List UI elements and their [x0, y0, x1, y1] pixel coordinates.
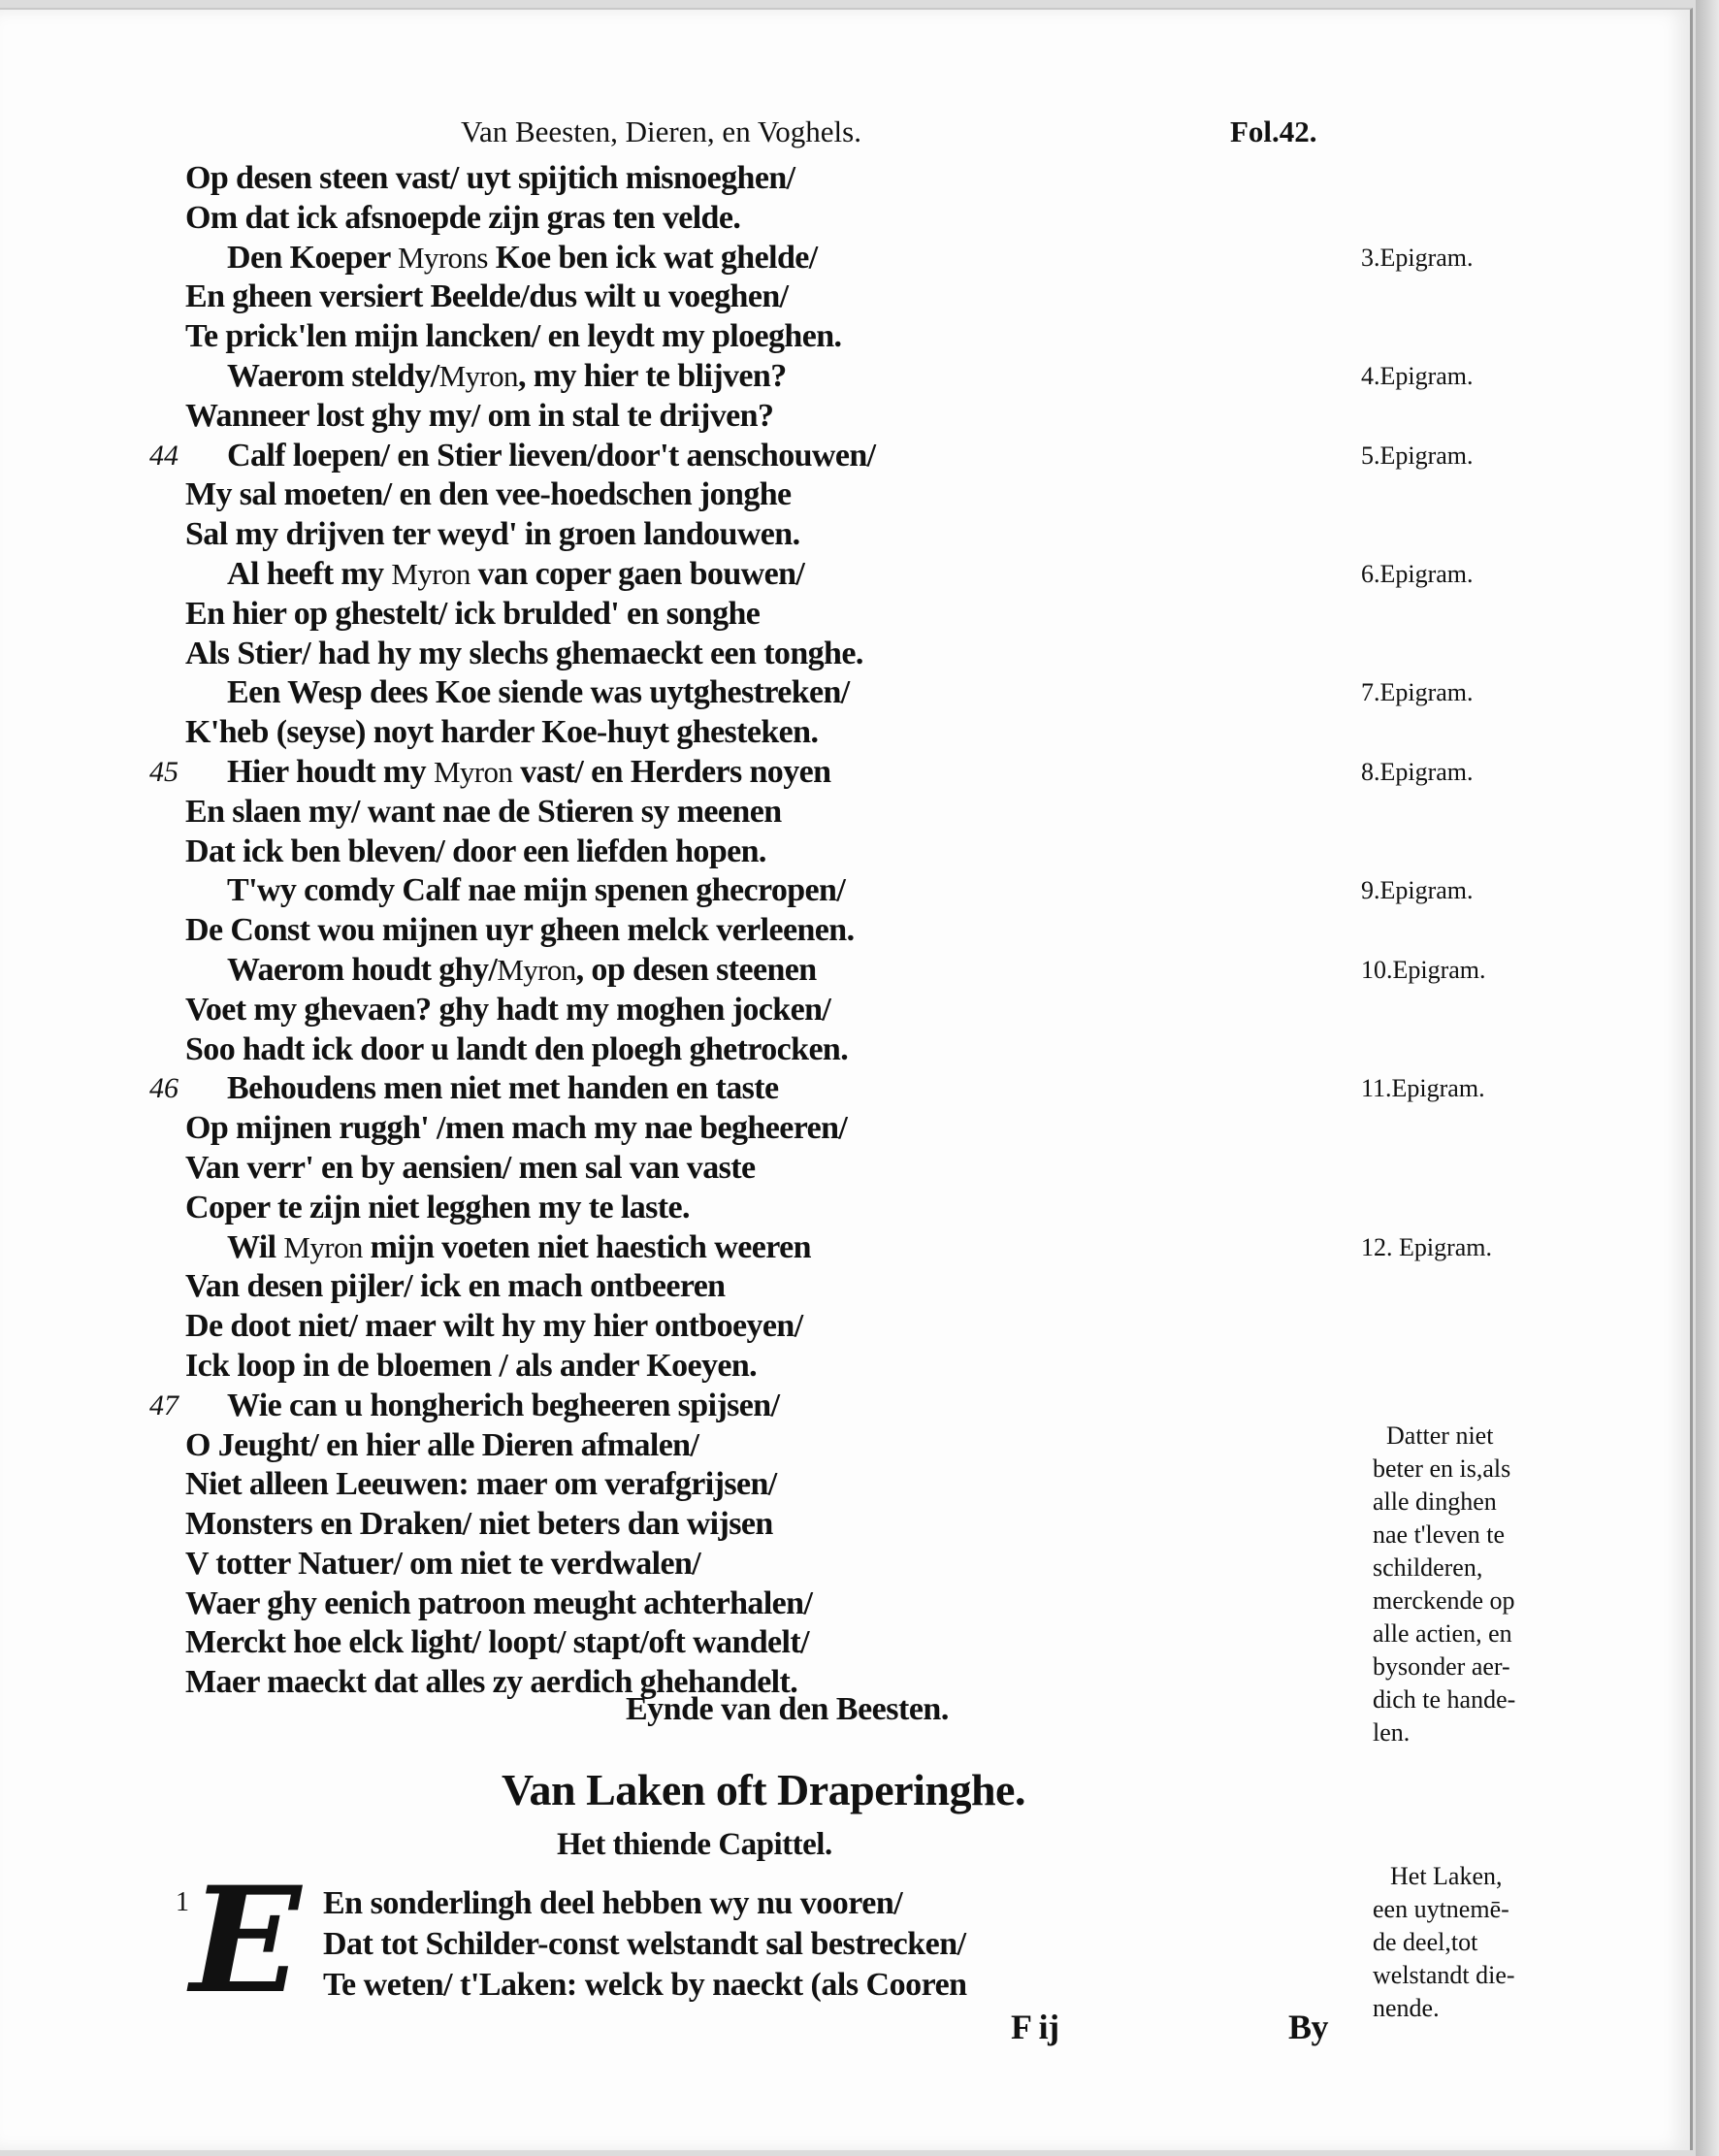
side-note-line: alle dinghen — [1373, 1487, 1497, 1516]
verse-text: Voet my ghevaen? ghy hadt my moghen jocken/ — [185, 991, 831, 1028]
verse-text: Waerom houdt ghy/Myron, op desen steenen — [227, 951, 817, 988]
verse-text: Ick loop in de bloemen / als ander Koeyen. — [185, 1347, 758, 1384]
verse-text: Monsters en Draken/ niet beters dan wijsen — [185, 1506, 773, 1543]
folio-number: Fol.42. — [1230, 114, 1317, 148]
verse-line — [0, 753, 1690, 793]
verse-line — [0, 833, 1690, 872]
verse-text: Van verr' en by aensien/ men sal van vaste — [185, 1149, 756, 1186]
verse-line — [0, 793, 1690, 833]
roman-name: Myrons — [397, 240, 488, 275]
verse-text: Waer ghy eenich patroon meught achterhalen/ — [185, 1584, 813, 1621]
side-note-line: bysonder aer- — [1373, 1652, 1510, 1681]
epigram-note: 10.Epigram. — [1361, 955, 1486, 984]
margin-number: 47 — [149, 1388, 178, 1421]
epigram-note: 6.Epigram. — [1361, 559, 1474, 588]
verse-line — [0, 951, 1690, 991]
chapter-line: En sonderlingh deel hebben wy nu vooren/ — [323, 1885, 903, 1921]
verse-line — [0, 991, 1690, 1030]
verse-number: 1 — [176, 1887, 189, 1917]
verse-text: Soo hadt ick door u landt den ploegh ghetrocken. — [185, 1030, 849, 1067]
verse-line — [0, 515, 1690, 555]
verse-text: Als Stier/ had hy my slechs ghemaeckt een tonghe. — [185, 635, 863, 671]
verse-line — [0, 595, 1690, 635]
margin-number: 44 — [149, 439, 178, 472]
roman-name: Myron — [391, 556, 470, 591]
page-edge — [1696, 0, 1719, 2156]
chapter-line: Dat tot Schilder-const welstandt sal bestrecken/ — [323, 1926, 966, 1962]
verse-line — [0, 911, 1690, 951]
verse-text: My sal moeten/ en den vee-hoedschen jonghe — [185, 476, 792, 513]
verse-text: Wie can u hongherich begheeren spijsen/ — [227, 1387, 780, 1423]
side-note-line: nende. — [1373, 1994, 1440, 2022]
roman-name: Myron — [283, 1229, 363, 1264]
verse-text: T'wy comdy Calf nae mijn spenen ghecropen/ — [227, 872, 846, 909]
book-page — [0, 8, 1693, 2150]
verse-line — [0, 713, 1690, 753]
verse-line — [0, 1069, 1690, 1109]
chapter-title: Van Laken oft Draperinghe. — [502, 1765, 1025, 1814]
verse-line — [0, 357, 1690, 397]
verse-line — [0, 1267, 1690, 1307]
verse-text: Wanneer lost ghy my/ om in stal te drijven? — [185, 397, 774, 434]
verse-text: Al heeft my Myron van coper gaen bouwen/ — [227, 555, 805, 592]
side-note-line: dich te hande- — [1373, 1685, 1516, 1714]
margin-number: 45 — [149, 755, 178, 788]
verse-text: Niet alleen Leeuwen: maer om verafgrijsen/ — [185, 1466, 777, 1503]
verse-line — [0, 475, 1690, 515]
chapter-subtitle: Het thiende Capittel. — [557, 1827, 832, 1862]
verse-line — [0, 673, 1690, 713]
side-note-line: de deel,tot — [1373, 1928, 1478, 1956]
side-note-line: merckende op — [1373, 1586, 1515, 1615]
verse-text: Behoudens men niet met handen en taste — [227, 1070, 779, 1107]
epigram-note: 5.Epigram. — [1361, 441, 1474, 470]
verse-text: O Jeught/ en hier alle Dieren afmalen/ — [185, 1426, 699, 1463]
side-note-line: welstandt die- — [1373, 1961, 1515, 1989]
verse-text: En slaen my/ want nae de Stieren sy meenen — [185, 793, 782, 830]
running-title: Van Beesten, Dieren, en Voghels. — [461, 114, 861, 148]
verse-text: Maer maeckt dat alles zy aerdich ghehandelt. — [185, 1664, 798, 1701]
verse-line — [0, 159, 1690, 199]
side-note-line: schilderen, — [1373, 1553, 1483, 1582]
verse-text: De Const wou mijnen uyr gheen melck verleenen. — [185, 912, 855, 949]
side-note-line: alle actien, en — [1373, 1619, 1512, 1648]
epigram-note: 12. Epigram. — [1361, 1232, 1493, 1261]
verse-text: Waerom steldy/Myron, my hier te blijven? — [227, 357, 787, 394]
verse-line — [0, 199, 1690, 239]
verse-text: Wil Myron mijn voeten niet haestich weeren — [227, 1228, 811, 1265]
verse-text: Op desen steen vast/ uyt spijtich misnoeghen/ — [185, 160, 795, 196]
verse-text: Hier houdt my Myron vast/ en Herders noyen — [227, 753, 831, 790]
signature-mark: F ij — [1011, 2008, 1059, 2046]
epigram-note: 4.Epigram. — [1361, 361, 1474, 390]
verse-text: Coper te zijn niet legghen my te laste. — [185, 1189, 690, 1225]
side-note-line: nae t'leven te — [1373, 1520, 1506, 1549]
verse-text: K'heb (seyse) noyt harder Koe-huyt ghesteken. — [185, 714, 819, 751]
verse-text: En hier op ghestelt/ ick brulded' en songhe — [185, 595, 761, 632]
verse-text: Op mijnen ruggh' /men mach my nae begheeren/ — [185, 1110, 848, 1147]
verse-text: Een Wesp dees Koe siende was uytghestreken/ — [227, 674, 850, 711]
epigram-note: 3.Epigram. — [1361, 243, 1474, 272]
roman-name: Myron — [438, 358, 518, 393]
side-note-laken — [1373, 1860, 1515, 2025]
catchword: By — [1288, 2008, 1329, 2046]
roman-name: Myron — [497, 952, 576, 987]
epigram-note: 7.Epigram. — [1361, 678, 1474, 707]
verse-line — [0, 635, 1690, 674]
side-note-line: Datter niet — [1386, 1421, 1494, 1450]
verse-line — [0, 239, 1690, 278]
epigram-note: 9.Epigram. — [1361, 876, 1474, 905]
side-note-line: Het Laken, — [1390, 1862, 1503, 1890]
verse-line — [0, 871, 1690, 911]
section-end: Eynde van den Beesten. — [626, 1691, 949, 1727]
verse-line — [0, 437, 1690, 476]
verse-line — [0, 278, 1690, 317]
verse-text: Om dat ick afsnoepde zijn gras ten velde. — [185, 199, 741, 236]
verse-text: Den Koeper Myrons Koe ben ick wat ghelde/ — [227, 239, 818, 276]
verse-text: Te prick'len mijn lancken/ en leydt my ploeghen. — [185, 318, 842, 355]
verse-text: Calf loepen/ en Stier lieven/door't aenschouwen/ — [227, 437, 876, 474]
side-note-line: beter en is,als — [1373, 1454, 1511, 1483]
verse-line — [0, 1228, 1690, 1268]
chapter-line: Te weten/ t'Laken: welck by naeckt (als Cooren — [323, 1967, 967, 2003]
epigram-note: 8.Epigram. — [1361, 757, 1474, 786]
verse-line — [0, 555, 1690, 595]
verse-line — [0, 1347, 1690, 1387]
verse-text: Sal my drijven ter weyd' in groen landouwen. — [185, 516, 800, 553]
verse-text: V totter Natuer/ om niet te verdwalen/ — [185, 1545, 701, 1582]
verse-line — [0, 317, 1690, 357]
margin-number: 46 — [149, 1072, 178, 1105]
verse-text: En gheen versiert Beelde/dus wilt u voeghen/ — [185, 278, 789, 315]
verse-line — [0, 1307, 1690, 1347]
verse-text: De doot niet/ maer wilt hy my hier ontboeyen/ — [185, 1308, 803, 1345]
epigram-note: 11.Epigram. — [1361, 1074, 1485, 1103]
decorated-initial: E — [190, 1855, 302, 2026]
verse-line — [0, 397, 1690, 437]
verse-line — [0, 1030, 1690, 1070]
verse-text: Merckt hoe elck light/ loopt/ stapt/oft wandelt/ — [185, 1624, 809, 1661]
side-note-painting — [1373, 1420, 1515, 1749]
verse-text: Dat ick ben bleven/ door een liefden hopen. — [185, 833, 766, 869]
verse-line — [0, 1149, 1690, 1189]
verse-line — [0, 1189, 1690, 1228]
verse-text: Van desen pijler/ ick en mach ontbeeren — [185, 1268, 726, 1305]
side-note-line: een uytnemē- — [1373, 1895, 1509, 1923]
roman-name: Myron — [433, 754, 513, 789]
side-note-line: len. — [1373, 1718, 1411, 1747]
verse-line — [0, 1109, 1690, 1149]
